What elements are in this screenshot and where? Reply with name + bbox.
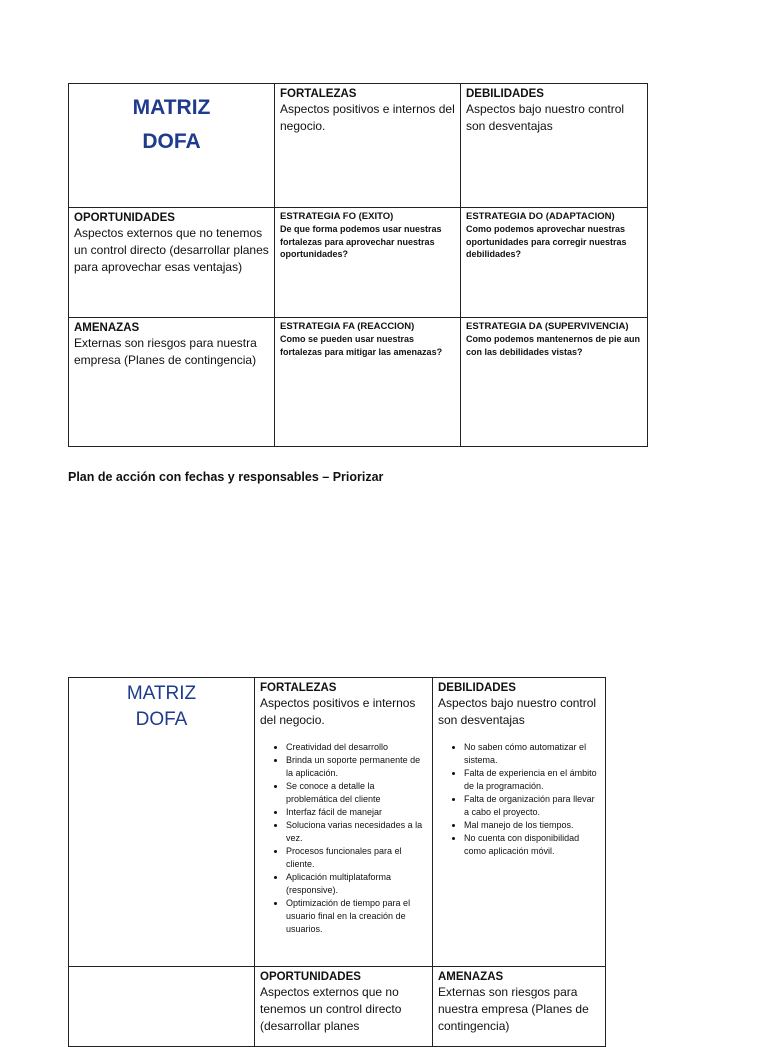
list-item: • Aplicación multiplataforma (responsive). [286, 871, 427, 897]
plan-heading: Plan de acción con fechas y responsables – Priorizar [68, 470, 384, 484]
amenazas-cell [69, 318, 275, 447]
oportunidades-cell [69, 208, 275, 318]
matrix-title-cell [69, 84, 275, 208]
strategy-fo-cell [275, 208, 461, 318]
strategy-fa-heading: ESTRATEGIA FA (REACCION) [280, 321, 415, 332]
list-item: • Brinda un soporte permanente de la aplicación. [286, 754, 427, 780]
fortalezas-heading: FORTALEZAS [260, 682, 337, 694]
amenazas-desc: Externas son riesgos para nuestra empresa (Planes de contingencia) [74, 336, 257, 367]
fortalezas-heading: FORTALEZAS [280, 88, 357, 100]
list-item: • Creatividad del desarrollo [286, 741, 427, 754]
list-item: • Falta de organización para llevar a cabo el proyecto. [464, 793, 600, 819]
fortalezas-desc: Aspectos positivos e internos del negocio. [260, 696, 416, 727]
oportunidades-heading: OPORTUNIDADES [74, 212, 175, 224]
amenazas-heading: AMENAZAS [438, 971, 504, 983]
list-item: • No saben cómo automatizar el sistema. [464, 741, 600, 767]
debilidades-cell-2 [433, 678, 606, 967]
debilidades-desc: Aspectos bajo nuestro control son desventajas [438, 696, 597, 727]
list-item: • Optimización de tiempo para el usuario final en la creación de usuarios. [286, 897, 427, 936]
amenazas-cell-2 [433, 967, 606, 1047]
debilidades-desc: Aspectos bajo nuestro control son desventajas [466, 102, 625, 133]
matrix-title-2: MATRIZ DOFA [126, 683, 197, 730]
debilidades-heading: DEBILIDADES [438, 682, 516, 694]
strategy-da-question: Como podemos mantenernos de pie aun con las debilidades vistas? [466, 334, 641, 357]
debilidades-cell [461, 84, 648, 208]
list-item: • Soluciona varias necesidades a la vez. [286, 819, 427, 845]
list-item: • Falta de experiencia en el ámbito de la programación. [464, 767, 600, 793]
list-item: • Procesos funcionales para el cliente. [286, 845, 427, 871]
strategy-da-cell [461, 318, 648, 447]
list-item: • Mal manejo de los tiempos. [464, 819, 600, 832]
oportunidades-desc: Aspectos externos que no tenemos un control directo (desarrollar planes [260, 985, 402, 1033]
debilidades-list [438, 741, 600, 858]
oportunidades-heading: OPORTUNIDADES [260, 971, 361, 983]
list-item: • Interfaz fácil de manejar [286, 806, 427, 819]
strategy-do-heading: ESTRATEGIA DO (ADAPTACION) [466, 211, 615, 222]
list-item: • No cuenta con disponibilidad como aplicación móvil. [464, 832, 600, 858]
matrix-title-cell-2 [69, 678, 255, 967]
fortalezas-list [260, 741, 427, 936]
strategy-fo-question: De que forma podemos usar nuestras fortalezas para aprovechar nuestras oportunidades? [280, 224, 442, 259]
fortalezas-cell-2 [255, 678, 433, 967]
strategy-fa-question: Como se pueden usar nuestras fortalezas para mitigar las amenazas? [280, 334, 443, 357]
fortalezas-desc: Aspectos positivos e internos del negocio. [280, 102, 455, 133]
debilidades-heading: DEBILIDADES [466, 88, 544, 100]
amenazas-desc: Externas son riesgos para nuestra empresa (Planes de contingencia) [438, 985, 589, 1033]
matrix-title: MATRIZ DOFA [132, 96, 211, 153]
oportunidades-cell-2 [255, 967, 433, 1047]
fortalezas-cell [275, 84, 461, 208]
list-item: • Se conoce a detalle la problemática del cliente [286, 780, 427, 806]
dofa-matrix-template [68, 83, 648, 447]
strategy-do-cell [461, 208, 648, 318]
strategy-da-heading: ESTRATEGIA DA (SUPERVIVENCIA) [466, 321, 629, 332]
oportunidades-desc: Aspectos externos que no tenemos un control directo (desarrollar planes para aprovechar esas ventajas) [74, 226, 269, 274]
empty-cell [69, 967, 255, 1047]
strategy-fa-cell [275, 318, 461, 447]
amenazas-heading: AMENAZAS [74, 322, 140, 334]
strategy-fo-heading: ESTRATEGIA FO (EXITO) [280, 211, 394, 222]
dofa-matrix-filled [68, 677, 606, 1047]
strategy-do-question: Como podemos aprovechar nuestras oportunidades para corregir nuestras debilidades? [466, 224, 627, 259]
